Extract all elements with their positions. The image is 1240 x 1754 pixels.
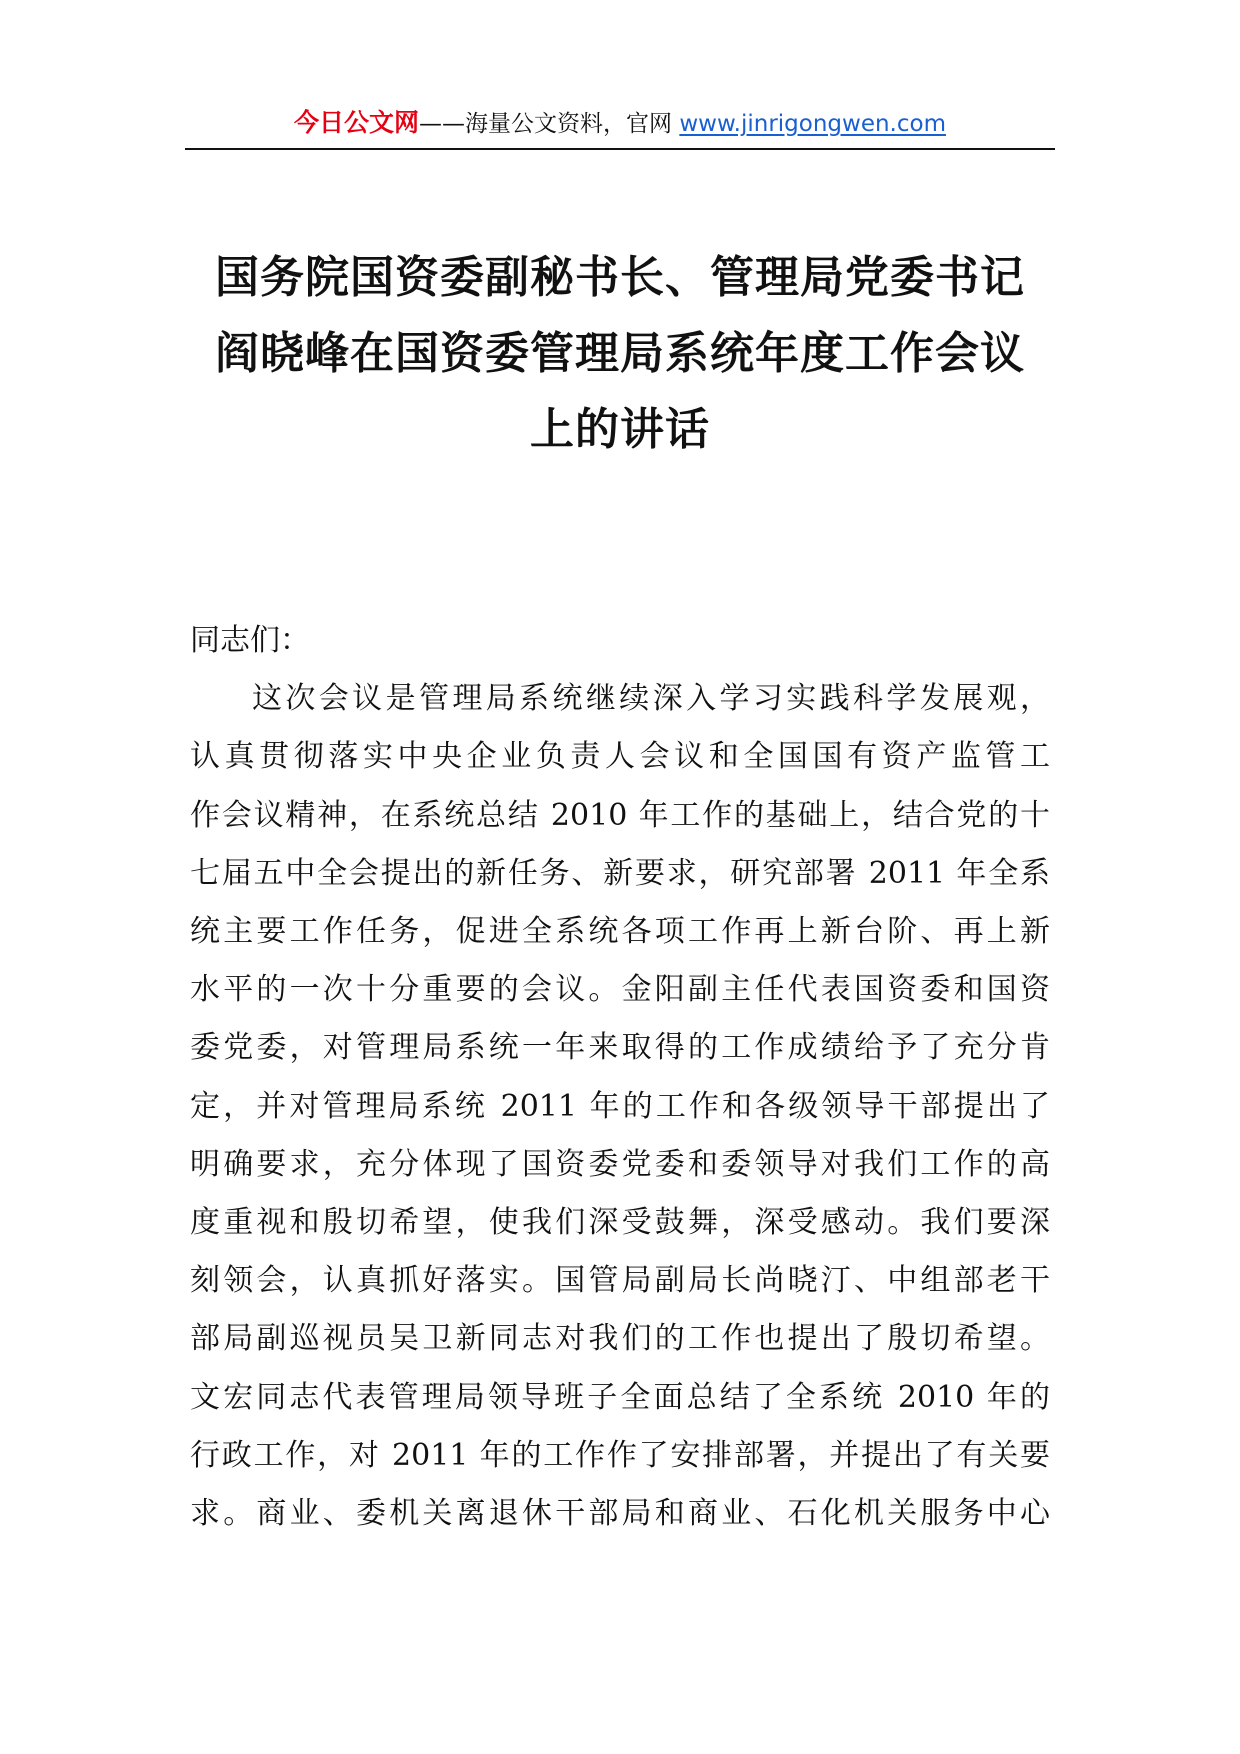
paragraph-line: 认真贯彻落实中央企业负责人会议和全国国有资产监管工 bbox=[190, 739, 1050, 775]
header-description: 海量公文资料，官网 bbox=[465, 111, 680, 137]
paragraph-line: 七届五中全会提出的新任务、新要求，研究部署 2011 年全系 bbox=[190, 855, 1050, 891]
paragraph-line: 水平的一次十分重要的会议。金阳副主任代表国资委和国资 bbox=[190, 972, 1050, 1008]
site-url-link[interactable]: www.jinrigongwen.com bbox=[679, 111, 946, 137]
header-separator: —— bbox=[419, 111, 466, 137]
title-line: 国务院国资委副秘书长、管理局党委书记 bbox=[215, 252, 1025, 303]
paragraph-line: 明确要求，充分体现了国资委党委和委领导对我们工作的高 bbox=[190, 1146, 1050, 1182]
title-line: 上的讲话 bbox=[530, 404, 710, 455]
site-brand: 今日公文网 bbox=[294, 108, 420, 137]
paragraph-line: 度重视和殷切希望，使我们深受鼓舞，深受感动。我们要深 bbox=[190, 1205, 1050, 1241]
paragraph-line: 定，并对管理局系统 2011 年的工作和各级领导干部提出了 bbox=[190, 1088, 1050, 1124]
paragraph-line: 统主要工作任务，促进全系统各项工作再上新台阶、再上新 bbox=[190, 914, 1050, 950]
document-title bbox=[185, 240, 1055, 468]
paragraph-line: 求。商业、委机关离退休干部局和商业、石化机关服务中心 bbox=[190, 1496, 1050, 1532]
title-line: 阎晓峰在国资委管理局系统年度工作会议 bbox=[215, 328, 1025, 379]
paragraph-line: 作会议精神，在系统总结 2010 年工作的基础上，结合党的十 bbox=[190, 797, 1050, 833]
paragraph-line: 行政工作，对 2011 年的工作作了安排部署，并提出了有关要 bbox=[190, 1437, 1050, 1473]
paragraph-line: 这次会议是管理局系统继续深入学习实践科学发展观， bbox=[252, 681, 1050, 717]
salutation: 同志们： bbox=[190, 623, 310, 658]
document-body bbox=[190, 612, 1050, 1543]
paragraph-line: 部局副巡视员吴卫新同志对我们的工作也提出了殷切希望。 bbox=[190, 1321, 1050, 1357]
paragraph-line: 刻领会，认真抓好落实。国管局副局长尚晓汀、中组部老干 bbox=[190, 1263, 1050, 1299]
header-divider bbox=[185, 148, 1055, 150]
site-header bbox=[185, 104, 1055, 142]
paragraph-line: 文宏同志代表管理局领导班子全面总结了全系统 2010 年的 bbox=[190, 1379, 1050, 1415]
paragraph-line: 委党委，对管理局系统一年来取得的工作成绩给予了充分肯 bbox=[190, 1030, 1050, 1066]
